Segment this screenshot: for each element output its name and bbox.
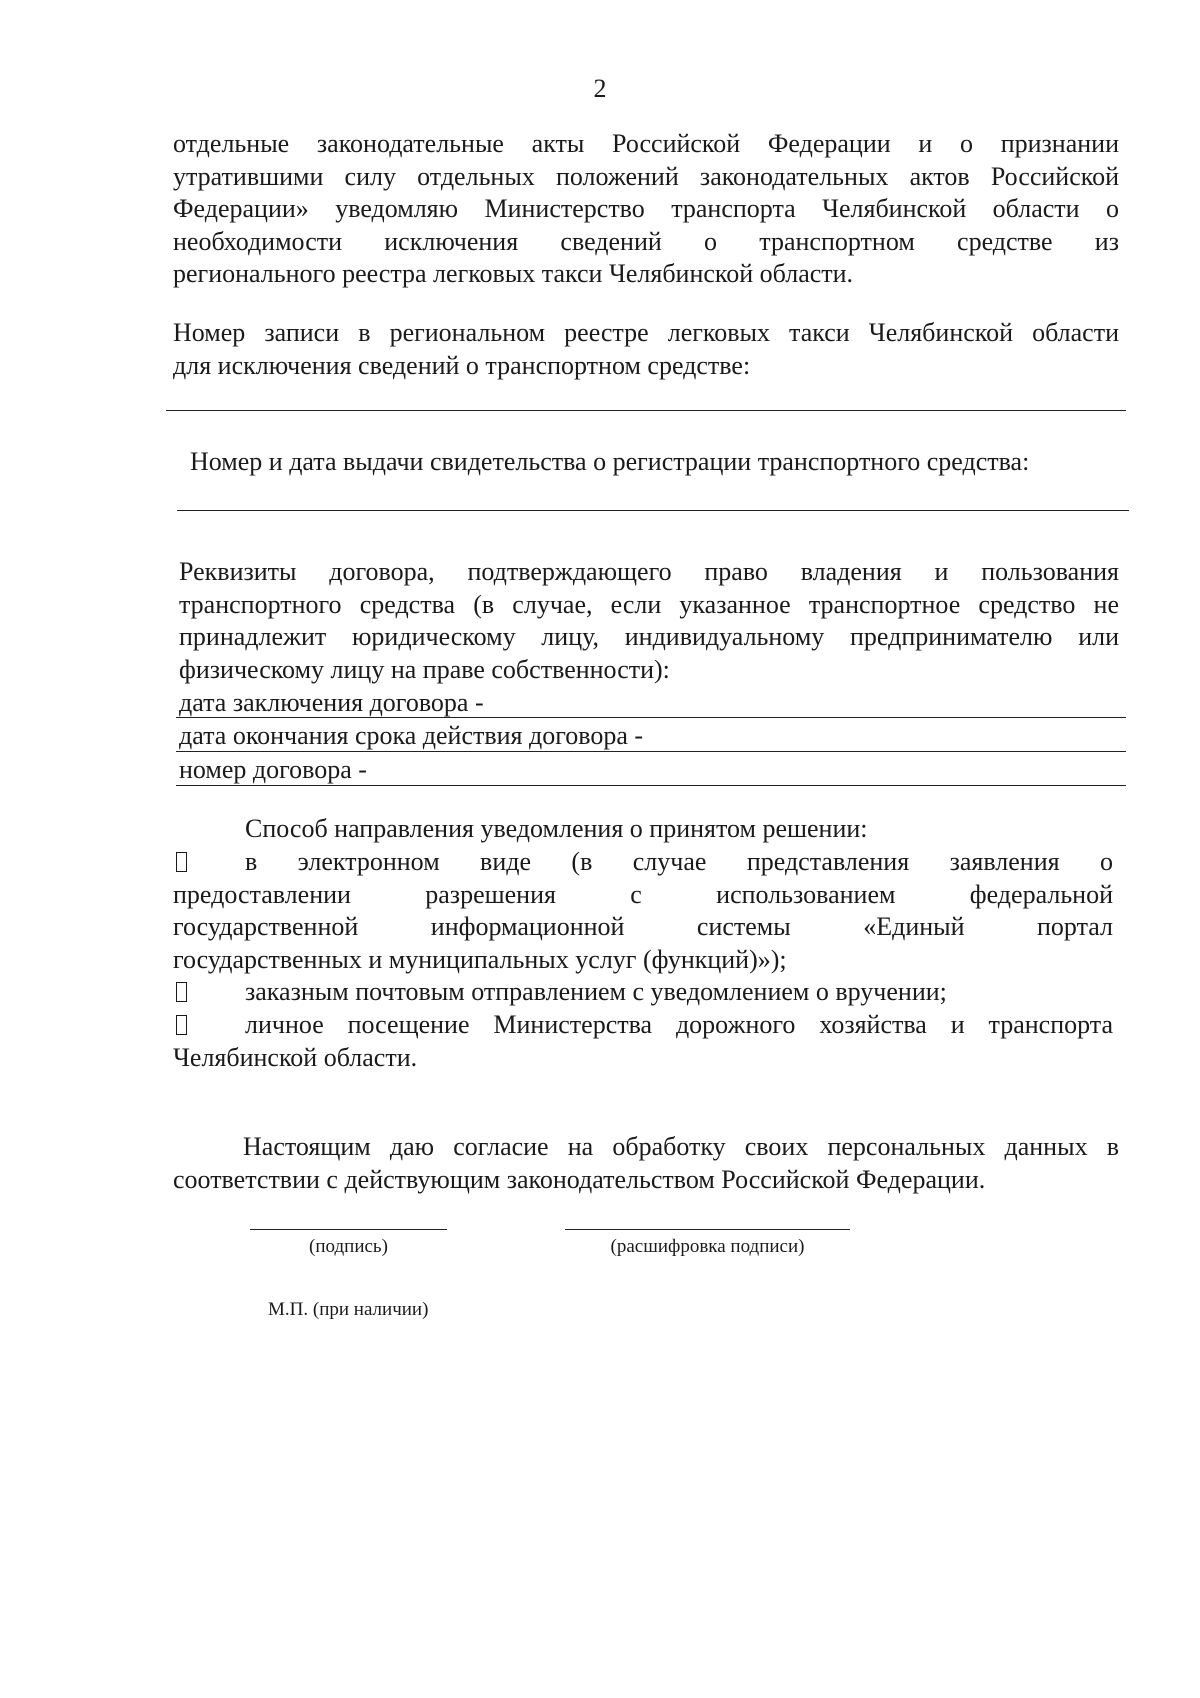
registered-mail-option-checkbox[interactable] [176,982,187,1002]
signature-field-line[interactable] [250,1229,447,1230]
consent-line: Настоящим даю согласие на обработку своих персональных данных в [243,1132,1119,1161]
consent-line: соответствии с действующим законодательством Российской Федерации. [173,1164,986,1194]
stamp-label: М.П. (при наличии) [268,1299,429,1320]
contract-date-concluded-field-line[interactable] [176,717,1126,718]
intro-line: необходимости исключения сведений о транспортном средстве из [173,226,1119,256]
intro-paragraph [173,128,1119,291]
intro-line: регионального реестра легковых такси Челябинской области. [173,259,854,288]
option-line: государственных и муниципальных услуг (функций)»); [173,944,787,974]
option-line: государственной информационной системы «Единый портал [173,912,1113,941]
contract-line: принадлежит юридическому лицу, индивидуальному предпринимателю или [179,622,1119,651]
option-line: личное посещение Министерства дорожного хозяйства и транспорта [245,1010,1113,1039]
signature-decoding-caption: (расшифровка подписи) [610,1236,805,1257]
registry-record-field-line[interactable] [166,410,1126,411]
contract-date-expiry-field-line[interactable] [176,751,1126,752]
registry-record-paragraph [173,317,1119,382]
contract-line: транспортного средства (в случае, если указанное транспортное средство не [179,589,1119,619]
contract-paragraph [179,556,1119,686]
registry-record-line: Номер записи в региональном реестре легковых такси Челябинской области [173,318,1119,347]
contract-date-concluded-label: дата заключения договора - [179,688,484,717]
option-line: предоставлении разрешения с использованием федеральной [173,879,1113,909]
page-number: 2 [593,74,607,103]
contract-line: Реквизиты договора, подтверждающего право владения и пользования [179,557,1119,586]
intro-line: Федерации» уведомляю Министерство транспорта Челябинской области о [173,194,1119,223]
contract-date-expiry-label: дата окончания срока действия договора - [179,721,644,750]
contract-number-field-line[interactable] [176,785,1126,786]
signature-decoding-field-line[interactable] [565,1229,850,1230]
notification-heading: Способ направления уведомления о принятом решении: [245,814,868,843]
electronic-option-text [173,846,1113,976]
contract-line: физическому лицу на праве собственности): [179,654,670,684]
option-line: в электронном виде (в случае представления заявления о [245,847,1113,876]
option-line: Челябинской области. [173,1042,418,1072]
certificate-field-line[interactable] [177,510,1129,511]
registered-mail-option-text: заказным почтовым отправлением с уведомлением о вручении; [245,977,947,1006]
intro-line: утратившими силу отдельных положений законодательных актов Российской [173,161,1119,191]
contract-number-label: номер договора - [179,755,367,784]
intro-line: отдельные законодательные акты Российской Федерации и о признании [173,129,1119,158]
registry-record-line: для исключения сведений о транспортном средстве: [173,350,751,380]
signature-caption: (подпись) [309,1236,388,1257]
consent-paragraph [173,1131,1119,1196]
personal-visit-option-text [173,1009,1113,1074]
certificate-label: Номер и дата выдачи свидетельства о регистрации транспортного средства: [190,447,1030,476]
